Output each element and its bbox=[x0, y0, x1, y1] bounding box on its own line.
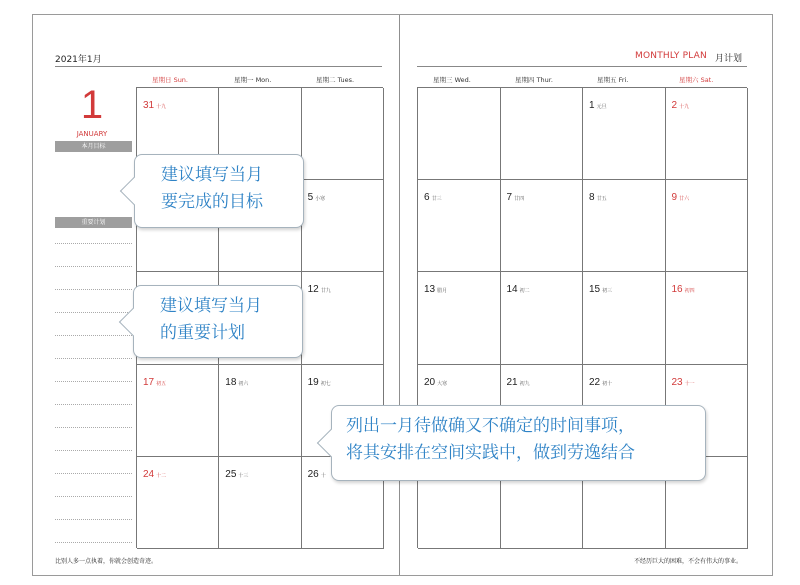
lunar-date: 腊月 bbox=[437, 288, 448, 295]
day-number: 13 bbox=[424, 284, 436, 296]
lunar-date: 初七 bbox=[320, 380, 331, 387]
day-number: 8 bbox=[589, 192, 595, 204]
day-label bbox=[308, 372, 331, 388]
day-cell[interactable] bbox=[583, 88, 666, 180]
day-number: 24 bbox=[143, 468, 155, 480]
day-cell[interactable] bbox=[501, 88, 584, 180]
day-label bbox=[589, 187, 607, 203]
day-cell[interactable] bbox=[418, 180, 501, 272]
day-number: 7 bbox=[506, 192, 513, 204]
note-line bbox=[55, 335, 132, 336]
day-number: 26 bbox=[307, 468, 319, 480]
lunar-date: 初十 bbox=[602, 380, 613, 387]
lunar-date: 初六 bbox=[238, 380, 249, 387]
month-name: JANUARY bbox=[76, 130, 108, 138]
lunar-date: 元旦 bbox=[596, 104, 607, 110]
day-cell[interactable] bbox=[302, 272, 384, 364]
day-cell[interactable] bbox=[501, 272, 584, 364]
day-cell[interactable] bbox=[666, 180, 749, 272]
day-number: 17 bbox=[143, 376, 155, 388]
day-number: 25 bbox=[225, 468, 237, 480]
day-label bbox=[589, 95, 607, 111]
date-label: 2021年1月 bbox=[55, 55, 102, 65]
lunar-date: 初五 bbox=[156, 380, 167, 387]
goal-callout-line1: 建议填写当月 bbox=[161, 165, 263, 185]
note-line bbox=[55, 404, 132, 405]
day-label bbox=[672, 95, 690, 111]
day-number: 21 bbox=[506, 376, 518, 388]
day-label bbox=[424, 187, 442, 203]
note-line bbox=[55, 542, 132, 543]
lunar-date: 初三 bbox=[602, 288, 613, 295]
weekday-label: 星期四 Thur. bbox=[515, 76, 553, 84]
day-label bbox=[424, 279, 447, 295]
note-line bbox=[55, 381, 132, 382]
weekday-label: 星期二 Tues. bbox=[316, 76, 355, 84]
weekday-label: 星期日 Sun. bbox=[152, 76, 188, 84]
note-line bbox=[55, 243, 132, 244]
header-rule-left bbox=[55, 66, 382, 67]
lunar-date: 大寒 bbox=[437, 380, 448, 387]
weekday-label: 星期一 Mon. bbox=[234, 76, 272, 84]
day-label bbox=[424, 372, 447, 388]
day-number: 12 bbox=[307, 284, 319, 296]
lunar-date: 十九 bbox=[679, 104, 690, 110]
day-cell[interactable] bbox=[501, 180, 584, 272]
day-label bbox=[225, 464, 248, 480]
plan-title-en: MONTHLY PLAN bbox=[635, 51, 707, 61]
day-label bbox=[143, 464, 166, 480]
day-number: 31 bbox=[143, 100, 155, 111]
day-cell[interactable] bbox=[219, 457, 301, 549]
lunar-date: 廿三 bbox=[431, 196, 442, 203]
note-line bbox=[55, 358, 132, 359]
note-line bbox=[55, 266, 132, 267]
day-number: 5 bbox=[307, 192, 314, 204]
day-label bbox=[507, 279, 530, 295]
events-callout-line2: 将其安排在空间实践中，做到劳逸结合 bbox=[346, 443, 635, 463]
goal-callout bbox=[134, 154, 304, 228]
day-label bbox=[672, 279, 695, 295]
lunar-date: 初九 bbox=[519, 380, 530, 387]
day-label bbox=[507, 187, 525, 203]
day-cell[interactable] bbox=[302, 180, 384, 272]
page-header-right bbox=[635, 51, 742, 64]
day-number: 2 bbox=[671, 100, 678, 111]
lunar-date: 廿九 bbox=[320, 288, 331, 295]
note-line bbox=[55, 496, 132, 497]
day-label bbox=[507, 372, 530, 388]
day-label bbox=[308, 464, 326, 480]
day-number: 22 bbox=[589, 376, 601, 388]
plan-callout-line2: 的重要计划 bbox=[160, 323, 245, 343]
day-cell[interactable] bbox=[583, 180, 666, 272]
day-cell[interactable] bbox=[418, 272, 501, 364]
day-label bbox=[589, 372, 612, 388]
note-line bbox=[55, 473, 132, 474]
header-rule-right bbox=[417, 66, 747, 67]
plan-callout bbox=[133, 285, 303, 358]
events-callout bbox=[331, 405, 706, 481]
goal-label: 本月目标 bbox=[55, 141, 132, 152]
day-number: 20 bbox=[424, 376, 436, 388]
day-label bbox=[308, 187, 326, 203]
day-number: 1 bbox=[589, 100, 595, 111]
weekday-label: 星期五 Fri. bbox=[597, 76, 629, 84]
plan-callout-line1: 建议填写当月 bbox=[160, 296, 262, 316]
day-cell[interactable] bbox=[137, 457, 219, 549]
plan-title-cn: 月计划 bbox=[714, 54, 742, 64]
day-cell[interactable] bbox=[418, 88, 501, 180]
day-cell[interactable] bbox=[583, 272, 666, 364]
lunar-date: 廿五 bbox=[596, 196, 607, 203]
goal-callout-line2: 要完成的目标 bbox=[161, 192, 263, 212]
day-number: 14 bbox=[506, 284, 518, 296]
lunar-date: 十一 bbox=[684, 380, 695, 387]
day-label bbox=[308, 279, 331, 295]
day-label bbox=[589, 279, 612, 295]
day-cell[interactable] bbox=[666, 88, 749, 180]
day-label bbox=[225, 372, 248, 388]
day-number: 18 bbox=[225, 376, 237, 388]
footer-quote-right: 不经历巨大的困难，不会有伟大的事业。 bbox=[633, 558, 742, 565]
weekday-label: 星期三 Wed. bbox=[433, 76, 471, 84]
note-line bbox=[55, 427, 132, 428]
day-cell[interactable] bbox=[219, 365, 301, 457]
day-label bbox=[143, 95, 166, 111]
lunar-date: 十 bbox=[320, 472, 326, 479]
day-label bbox=[672, 372, 695, 388]
day-number: 23 bbox=[671, 376, 683, 388]
day-number: 15 bbox=[589, 284, 601, 296]
day-label bbox=[672, 187, 690, 203]
note-line bbox=[55, 519, 132, 520]
weekday-label: 星期六 Sat. bbox=[679, 76, 714, 84]
lunar-date: 廿四 bbox=[514, 196, 525, 203]
day-cell[interactable] bbox=[137, 365, 219, 457]
lunar-date: 初二 bbox=[519, 288, 530, 295]
day-number: 6 bbox=[424, 192, 430, 204]
plan-label: 重要计划 bbox=[55, 217, 132, 228]
note-line bbox=[55, 312, 132, 313]
lunar-date: 十九 bbox=[156, 104, 167, 110]
lunar-date: 十二 bbox=[156, 472, 167, 479]
footer-quote-left: 比别人多一点执着，你就会创造奇迹。 bbox=[55, 558, 158, 565]
day-label bbox=[143, 372, 166, 388]
day-number: 16 bbox=[671, 284, 683, 296]
note-line bbox=[55, 450, 132, 451]
day-cell[interactable] bbox=[302, 88, 384, 180]
events-callout-line1: 列出一月待做确又不确定的时间事项， bbox=[346, 416, 635, 436]
day-cell[interactable] bbox=[666, 272, 749, 364]
day-number: 9 bbox=[671, 192, 678, 204]
lunar-date: 廿六 bbox=[679, 196, 690, 203]
note-line bbox=[55, 289, 132, 290]
lunar-date: 小寒 bbox=[315, 196, 326, 203]
lunar-date: 初四 bbox=[684, 288, 695, 295]
day-number: 19 bbox=[307, 376, 319, 388]
page-fold bbox=[399, 15, 400, 575]
month-number: 1 bbox=[80, 83, 104, 127]
lunar-date: 十三 bbox=[238, 472, 249, 479]
